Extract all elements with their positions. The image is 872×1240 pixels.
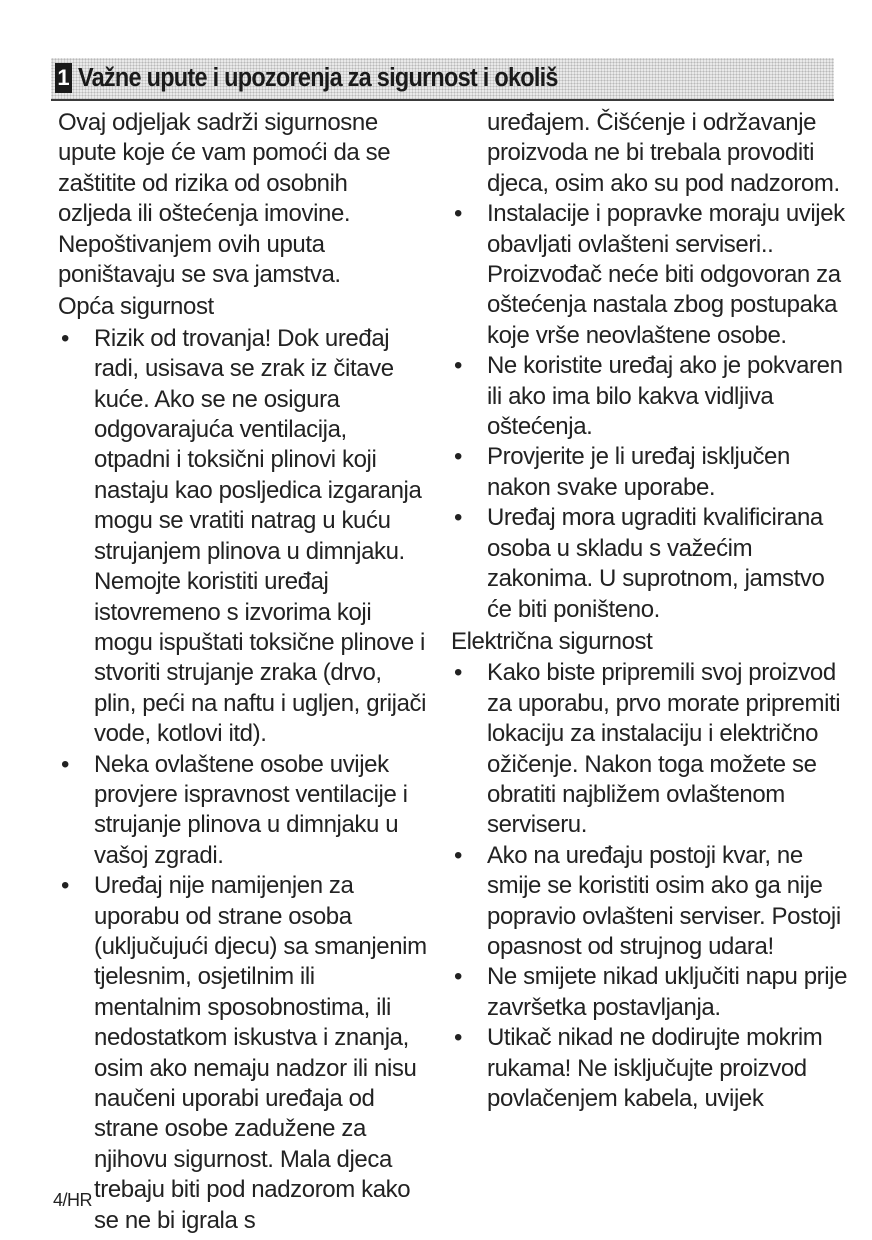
general-safety-list-continued [451, 199, 851, 625]
page-number: 4/HR [53, 1190, 93, 1210]
left-column [58, 108, 428, 1236]
bullet-icon: • [453, 963, 462, 991]
list-item: • Kako biste pripremili svoj proizvod za uporabu, prvo morate pripremiti lokaciju za instalaciju i električno ožičenje. Nakon toga možete se obratiti najbližem ovlaštenom serviseru. [451, 658, 851, 840]
list-item: • Neka ovlaštene osobe uvijek provjere ispravnost ventilacije i strujanje plinova u dimnjaku u vašoj zgradi. [58, 750, 428, 872]
list-item: • Ne koristite uređaj ako je pokvaren ili ako ima bilo kakva vidljiva oštećenja. [451, 351, 851, 442]
bullet-icon: • [453, 1024, 462, 1052]
general-safety-heading: Opća sigurnost [58, 293, 214, 321]
bullet-icon: • [60, 872, 69, 900]
section-number: 1 [55, 63, 72, 93]
list-item: • Ako na uređaju postoji kvar, ne smije se koristiti osim ako ga nije popravio ovlašteni serviser. Postoji opasnost od strujnog udara! [451, 841, 851, 963]
list-item: • Provjerite je li uređaj isključen nakon svake uporabe. [451, 442, 851, 503]
general-safety-list [58, 324, 428, 1236]
list-item: • Ne smijete nikad uključiti napu prije završetka postavljanja. [451, 962, 851, 1023]
intro-paragraph: Ovaj odjeljak sadrži sigurnosne upute koje će vam pomoći da se zaštitite od rizika od osobnih ozljeda ili oštećenja imovine. Nepoštivanjem ovih uputa poništavaju se sva jamstva. [58, 109, 391, 289]
list-item: • Rizik od trovanja! Dok uređaj radi, usisava se zrak iz čitave kuće. Ako se ne osigura odgovarajuća ventilacija, otpadni i toksični plinovi koji nastaju kao posljedica izgaranja mogu se vratiti natrag u kuću strujanjem plinova u dimnjaku. Nemojte koristiti uređaj istovremeno s izvorima koji mogu ispuštati toksične plinove i stvoriti strujanje zraka (drvo, plin, peći na naftu i ugljen, grijači vode, kotlovi itd). [58, 324, 428, 750]
list-item: • Uređaj nije namijenjen za uporabu od strane osoba (uključujući djecu) sa smanjenim tjelesnim, osjetilnim ili mentalnim sposobnostima, ili nedostatkom iskustva i znanja, osim ako nemaju nadzor ili nisu naučeni uporabi uređaja od strane osobe zadužene za njihovu sigurnost. Mala djeca trebaju biti pod nadzorom kako se ne bi igrala s [58, 871, 428, 1236]
continuation-paragraph: uređajem. Čišćenje i održavanje proizvoda ne bi trebala provoditi djeca, osim ako su pod nadzorom. [487, 109, 840, 197]
electrical-safety-list [451, 658, 851, 1114]
right-column [451, 108, 851, 1114]
bullet-icon: • [60, 750, 69, 778]
bullet-icon: • [453, 841, 462, 869]
bullet-icon: • [453, 352, 462, 380]
list-item: • Uređaj mora ugraditi kvalificirana osoba u skladu s važećim zakonima. U suprotnom, jamstvo će biti poništeno. [451, 503, 851, 625]
list-item: • Utikač nikad ne dodirujte mokrim rukama! Ne isključujte proizvod povlačenjem kabela, uvijek [451, 1023, 851, 1114]
bullet-icon: • [453, 200, 462, 228]
section-header [51, 58, 834, 101]
bullet-icon: • [453, 504, 462, 532]
electrical-safety-heading: Električna sigurnost [451, 627, 653, 655]
bullet-icon: • [453, 443, 462, 471]
bullet-icon: • [60, 324, 69, 352]
bullet-icon: • [453, 659, 462, 687]
section-title: Važne upute i upozorenja za sigurnost i okoliš [78, 64, 558, 92]
list-item: • Instalacije i popravke moraju uvijek obavljati ovlašteni serviseri.. Proizvođač neće biti odgovoran za oštećenja nastala zbog postupaka koje vrše neovlaštene osobe. [451, 199, 851, 351]
